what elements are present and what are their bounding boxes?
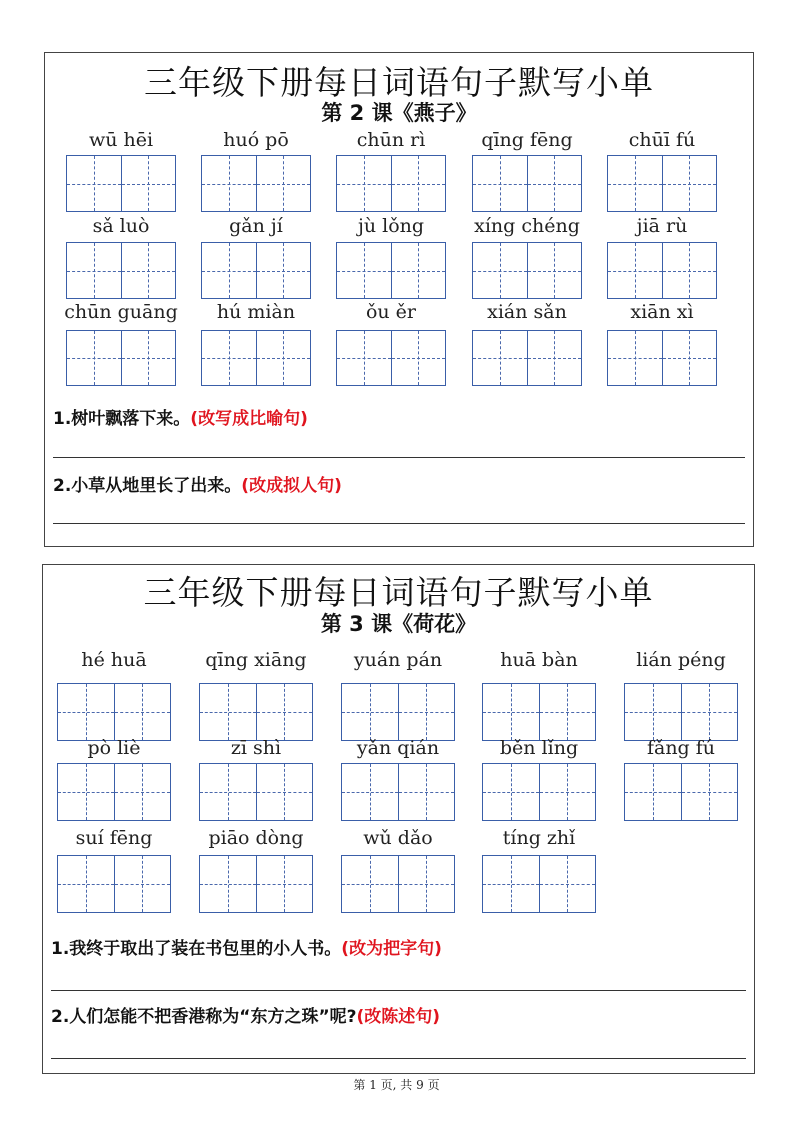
word-item bbox=[482, 827, 596, 915]
pinyin-label: wū hēi bbox=[88, 129, 154, 151]
pinyin-label: qīng fēng bbox=[481, 129, 573, 151]
question-text: 2.人们怎能不把香港称为“东方之珠”呢? bbox=[51, 1007, 357, 1027]
lesson-heading: 第 2 课《燕子》 bbox=[321, 101, 477, 125]
writing-box[interactable] bbox=[201, 242, 311, 299]
pinyin-label: sǎ luò bbox=[92, 215, 150, 237]
word-item bbox=[66, 215, 176, 299]
word-item bbox=[336, 301, 446, 387]
pinyin-label: jù lǒng bbox=[357, 215, 425, 237]
word-item bbox=[472, 301, 582, 387]
writing-box[interactable] bbox=[607, 242, 717, 299]
writing-box[interactable] bbox=[482, 683, 596, 741]
worksheet-title: 三年级下册每日词语句子默写小单 bbox=[144, 63, 654, 102]
word-item bbox=[341, 649, 455, 743]
word-item bbox=[66, 129, 176, 213]
word-item bbox=[199, 649, 313, 743]
pinyin-label: huó pō bbox=[223, 129, 289, 151]
word-item bbox=[472, 129, 582, 213]
pinyin-label: jiā rù bbox=[636, 215, 688, 237]
writing-box[interactable] bbox=[341, 855, 455, 913]
question-hint: (改成拟人句) bbox=[241, 476, 342, 496]
writing-box[interactable] bbox=[607, 155, 717, 212]
writing-box[interactable] bbox=[336, 330, 446, 386]
writing-box[interactable] bbox=[472, 155, 582, 212]
pinyin-label: chūn rì bbox=[356, 129, 426, 151]
writing-box[interactable] bbox=[199, 683, 313, 741]
writing-box[interactable] bbox=[482, 855, 596, 913]
writing-box[interactable] bbox=[199, 855, 313, 913]
pinyin-label: piāo dòng bbox=[208, 827, 304, 849]
word-item bbox=[199, 827, 313, 915]
question-2 bbox=[53, 471, 342, 496]
question-hint: (改为把字句) bbox=[341, 939, 442, 959]
pinyin-label: tíng zhǐ bbox=[502, 827, 576, 849]
word-item bbox=[607, 301, 717, 387]
word-item bbox=[336, 215, 446, 299]
pinyin-label: gǎn jí bbox=[229, 215, 283, 237]
lesson-heading: 第 3 课《荷花》 bbox=[320, 612, 477, 636]
question-hint: (改陈述句) bbox=[356, 1007, 441, 1027]
pinyin-label: zī shì bbox=[230, 737, 282, 759]
pinyin-label: xíng chéng bbox=[474, 215, 580, 237]
question-2 bbox=[51, 1002, 440, 1027]
answer-line[interactable] bbox=[51, 990, 746, 991]
question-text: 1.树叶飘落下来。 bbox=[53, 409, 191, 429]
word-item bbox=[199, 737, 313, 825]
word-item bbox=[607, 129, 717, 213]
pinyin-label: chūī fú bbox=[628, 129, 696, 151]
pinyin-label: huā bàn bbox=[500, 649, 578, 671]
pinyin-label: hú miàn bbox=[216, 301, 296, 323]
pinyin-label: yǎn qián bbox=[356, 737, 440, 759]
question-1 bbox=[53, 404, 308, 429]
writing-box[interactable] bbox=[201, 330, 311, 386]
word-item bbox=[201, 129, 311, 213]
worksheet-lesson-2 bbox=[44, 52, 754, 547]
pinyin-label: suí fēng bbox=[75, 827, 153, 849]
writing-box[interactable] bbox=[66, 242, 176, 299]
writing-box[interactable] bbox=[199, 763, 313, 821]
writing-box[interactable] bbox=[336, 155, 446, 212]
page-footer: 第 1 页, 共 9 页 bbox=[353, 1078, 440, 1092]
pinyin-label: yuán pán bbox=[353, 649, 443, 671]
pinyin-label: qīng xiāng bbox=[205, 649, 307, 671]
question-text: 2.小草从地里长了出来。 bbox=[53, 476, 242, 496]
word-item bbox=[624, 737, 738, 825]
writing-box[interactable] bbox=[57, 683, 171, 741]
pinyin-label: xián sǎn bbox=[487, 301, 567, 323]
writing-box[interactable] bbox=[472, 242, 582, 299]
question-text: 1.我终于取出了装在书包里的小人书。 bbox=[51, 939, 342, 959]
pinyin-label: běn lǐng bbox=[499, 737, 579, 759]
writing-box[interactable] bbox=[482, 763, 596, 821]
pinyin-label: xiān xì bbox=[630, 301, 694, 323]
writing-box[interactable] bbox=[57, 763, 171, 821]
word-item bbox=[341, 737, 455, 825]
worksheet-title: 三年级下册每日词语句子默写小单 bbox=[143, 573, 654, 612]
writing-box[interactable] bbox=[57, 855, 171, 913]
answer-line[interactable] bbox=[51, 1058, 746, 1059]
word-item bbox=[57, 827, 171, 915]
writing-box[interactable] bbox=[607, 330, 717, 386]
word-item bbox=[341, 827, 455, 915]
word-item bbox=[57, 737, 171, 825]
answer-line[interactable] bbox=[53, 523, 745, 524]
pinyin-label: wǔ dǎo bbox=[363, 827, 433, 849]
worksheet-lesson-3 bbox=[42, 564, 755, 1074]
writing-box[interactable] bbox=[341, 763, 455, 821]
writing-box[interactable] bbox=[66, 155, 176, 212]
word-item bbox=[57, 649, 171, 743]
word-item bbox=[66, 301, 176, 387]
word-item bbox=[201, 301, 311, 387]
word-item bbox=[482, 649, 596, 743]
writing-box[interactable] bbox=[624, 763, 738, 821]
pinyin-label: fǎng fú bbox=[646, 737, 716, 759]
pinyin-label: pò liè bbox=[87, 737, 141, 759]
pinyin-label: chūn guāng bbox=[64, 301, 178, 323]
word-item bbox=[472, 215, 582, 299]
question-hint: (改写成比喻句) bbox=[190, 409, 308, 429]
word-item bbox=[607, 215, 717, 299]
pinyin-label: lián péng bbox=[636, 649, 726, 671]
question-1 bbox=[51, 934, 442, 959]
word-item bbox=[624, 649, 738, 743]
writing-box[interactable] bbox=[336, 242, 446, 299]
pinyin-label: hé huā bbox=[81, 649, 147, 671]
writing-box[interactable] bbox=[341, 683, 455, 741]
pinyin-label: ǒu ěr bbox=[365, 301, 417, 323]
answer-line[interactable] bbox=[53, 457, 745, 458]
word-item bbox=[482, 737, 596, 825]
writing-box[interactable] bbox=[472, 330, 582, 386]
writing-box[interactable] bbox=[624, 683, 738, 741]
writing-box[interactable] bbox=[201, 155, 311, 212]
word-item bbox=[201, 215, 311, 299]
writing-box[interactable] bbox=[66, 330, 176, 386]
word-item bbox=[336, 129, 446, 213]
